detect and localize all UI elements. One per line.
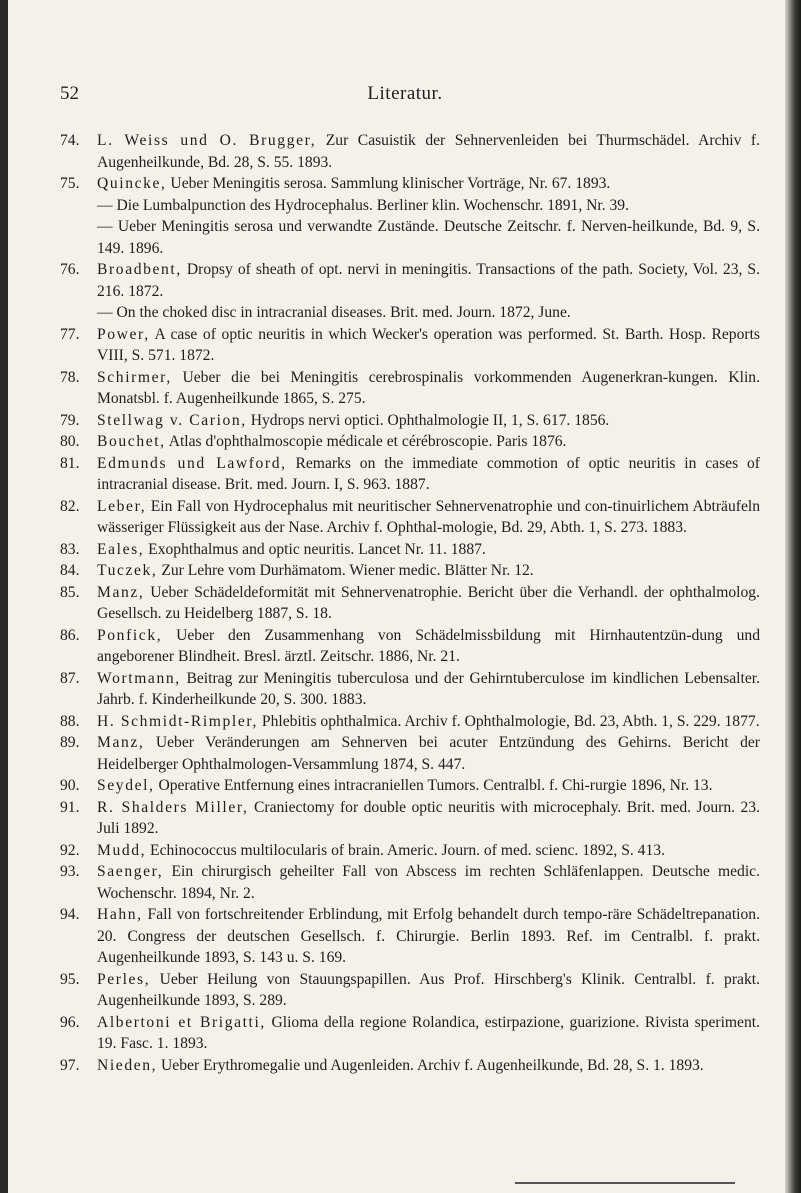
entry-author: Eales, <box>97 540 145 558</box>
entry-number: 82. <box>60 497 80 515</box>
entry-text: Exophthalmus and optic neuritis. Lancet Nr. 11. 1887. <box>144 540 486 558</box>
entry-author: Quincke, <box>97 175 167 192</box>
bibliography-entry <box>60 582 760 625</box>
scan-right-edge <box>785 0 801 1193</box>
entry-author: Bouchet, <box>97 433 166 450</box>
bibliography-entry <box>60 840 760 862</box>
entry-text: A case of optic neuritis in which Wecker's operation was performed. St. Barth. Hosp. Reports VIII, S. 571. 1872. <box>97 325 760 364</box>
entry-number: 78. <box>60 368 80 386</box>
entry-author: Albertoni et Brigatti, <box>97 1013 266 1031</box>
bibliography-entry <box>60 324 760 367</box>
entry-number: 92. <box>60 841 80 859</box>
entry-number: 76. <box>60 261 80 278</box>
entry-text: Hydrops nervi optici. Ophthalmologie II, 1, S. 617. 1856. <box>246 411 610 429</box>
bibliography-entry <box>60 367 760 410</box>
bibliography-entry <box>60 496 760 539</box>
entry-number: 74. <box>60 132 80 149</box>
entry-number: 95. <box>60 970 80 988</box>
bibliography-entry <box>60 453 760 496</box>
entry-text: Ueber die bei Meningitis cerebrospinalis vorkommenden Augenerkran-kungen. Klin. Monatsbl. f. Augenheilkunde 1865, S. 275. <box>97 368 760 407</box>
entry-text: Zur Lehre vom Durhämatom. Wiener medic. Blätter Nr. 12. <box>157 562 534 579</box>
entry-text: Phlebitis ophthalmica. Archiv f. Ophthalmologie, Bd. 23, Abth. 1, S. 229. 1877. <box>258 712 760 730</box>
entry-number: 83. <box>60 540 80 558</box>
entry-number: 86. <box>60 626 80 644</box>
entry-number: 75. <box>60 175 80 192</box>
entry-text: Echinococcus multilocularis of brain. Americ. Journ. of med. scienc. 1892, S. 413. <box>146 841 665 859</box>
entry-text: Ueber Schädeldeformität mit Sehnervenatrophie. Bericht über die Verhandl. der ophthalmolog. Gesellsch. zu Heidelberg 1887, S. 18. <box>97 583 760 622</box>
bibliography-entry <box>60 711 760 733</box>
entry-author: Tuczek, <box>97 562 158 579</box>
entry-number: 93. <box>60 863 80 880</box>
bibliography-entry <box>60 904 760 969</box>
entry-author: Stellwag v. Carion, <box>97 411 247 429</box>
entry-author: Nieden, <box>97 1056 158 1074</box>
entry-author: Wortmann, <box>97 669 181 687</box>
scan-left-edge <box>0 0 8 1193</box>
bibliography-entry <box>60 625 760 668</box>
entry-sub-reference: — On the choked disc in intracranial diseases. Brit. med. Journ. 1872, June. <box>97 304 571 321</box>
bibliography-entry <box>60 410 760 432</box>
entry-number: 80. <box>60 433 80 450</box>
entry-number: 87. <box>60 669 80 687</box>
entry-text: Ueber Veränderungen am Sehnerven bei acuter Entzündung des Gehirns. Bericht der Heidelberger Ophthalmologen-Versammlung 1874, S. 447. <box>97 734 760 773</box>
entry-author: Hahn, <box>97 906 143 923</box>
entry-number: 96. <box>60 1013 80 1031</box>
entry-author: Schirmer, <box>97 368 172 386</box>
entry-text: Ein Fall von Hydrocephalus mit neuritischer Sehnervenatrophie und con-tinuirlichem Abträufeln wässeriger Flüssigkeit aus der Nase. Archiv f. Ophthal-mologie, Bd. 29, Abth. 1, S. 273. 1883. <box>97 497 760 536</box>
entry-author: Seydel, <box>97 777 155 794</box>
entry-number: 88. <box>60 712 80 730</box>
running-title: Literatur. <box>367 83 443 104</box>
bibliography-entry <box>60 173 760 259</box>
entry-number: 90. <box>60 777 80 794</box>
entry-number: 85. <box>60 583 80 601</box>
entry-text: Fall von fortschreitender Erblindung, mit Erfolg behandelt durch tempo-räre Schädeltrepanation. 20. Congress der deutschen Gesellsch. f. Chirurgie. Berlin 1893. Ref. im Centralbl. f. prakt. Augenheilkunde 1893, S. 143 u. S. 169. <box>97 906 760 966</box>
entry-author: H. Schmidt-Rimpler, <box>97 712 259 730</box>
entry-text: Atlas d'ophthalmoscopie médicale et cérébroscopie. Paris 1876. <box>165 433 567 450</box>
entry-author: R. Shalders Miller, <box>97 798 249 816</box>
entry-author: Mudd, <box>97 841 147 859</box>
entry-text: Craniectomy for double optic neuritis with microcephaly. Brit. med. Journ. 23. Juli 1892. <box>97 798 760 837</box>
bibliography-entry <box>60 861 760 904</box>
entry-number: 97. <box>60 1056 80 1074</box>
entry-number: 79. <box>60 411 80 429</box>
page-header <box>60 83 750 109</box>
entry-author: Ponfick, <box>97 626 163 644</box>
bibliography-list <box>60 130 760 1076</box>
entry-text: Ueber Erythromegalie und Augenleiden. Archiv f. Augenheilkunde, Bd. 28, S. 1. 1893. <box>157 1056 704 1074</box>
entry-author: Leber, <box>97 497 147 515</box>
bibliography-entry <box>60 259 760 324</box>
bottom-rule <box>515 1182 735 1184</box>
entry-author: Manz, <box>97 583 145 601</box>
entry-number: 94. <box>60 906 80 923</box>
bibliography-entry <box>60 1012 760 1055</box>
entry-text: Operative Entfernung eines intracraniellen Tumors. Centralbl. f. Chi-rurgie 1896, Nr. 13. <box>154 777 713 794</box>
entry-text: Ein chirurgisch geheilter Fall von Abscess im rechten Schläfenlappen. Deutsche medic. Wochenschr. 1894, Nr. 2. <box>97 863 760 902</box>
bibliography-entry <box>60 797 760 840</box>
bibliography-entry <box>60 130 760 173</box>
bibliography-entry <box>60 1055 760 1077</box>
entry-text: Ueber Meningitis serosa. Sammlung klinischer Vorträge, Nr. 67. 1893. <box>166 175 611 192</box>
entry-author: Perles, <box>97 970 151 988</box>
entry-author: Broadbent, <box>97 261 182 278</box>
entry-sub-reference: — Die Lumbalpunction des Hydrocephalus. Berliner klin. Wochenschr. 1891, Nr. 39. <box>97 196 630 214</box>
entry-number: 84. <box>60 562 80 579</box>
entry-text: Zur Casuistik der Sehnervenleiden bei Thurmschädel. Archiv f. Augenheilkunde, Bd. 28, S. 55. 1893. <box>97 132 761 171</box>
bibliography-entry <box>60 431 760 453</box>
bibliography-entry <box>60 969 760 1012</box>
entry-number: 89. <box>60 734 80 751</box>
page-number: 52 <box>60 83 79 104</box>
bibliography-entry <box>60 732 760 775</box>
entry-text: Glioma della regione Rolandica, estirpazione, guarizione. Rivista speriment. 19. Fasc. 1. 1893. <box>97 1013 760 1052</box>
entry-text: Ueber Heilung von Stauungspapillen. Aus Prof. Hirschberg's Klinik. Centralbl. f. prakt. Augenheilkunde 1893, S. 289. <box>97 970 760 1009</box>
bibliography-entry <box>60 775 760 797</box>
bibliography-entry <box>60 668 760 711</box>
entry-author: Saenger, <box>97 863 164 880</box>
entry-text: Ueber den Zusammenhang von Schädelmissbildung mit Hirnhautentzün-dung und angeborener Blindheit. Bresl. ärztl. Zeitschr. 1886, Nr. 21. <box>97 626 760 665</box>
entry-text: Beitrag zur Meningitis tuberculosa und der Gehirntuberculose im kindlichen Lebensalter. Jahrb. f. Kinderheilkunde 20, S. 300. 1883. <box>97 669 760 708</box>
entry-author: Power, <box>97 325 150 343</box>
entry-text: Dropsy of sheath of opt. nervi in meningitis. Transactions of the path. Society, Vol. 23, S. 216. 1872. <box>97 261 760 300</box>
entry-author: Manz, <box>97 734 145 751</box>
bibliography-entry <box>60 560 760 582</box>
entry-text: Remarks on the immediate commotion of optic neuritis in cases of intracranial disease. Brit. med. Journ. I, S. 963. 1887. <box>97 454 760 493</box>
entry-number: 77. <box>60 325 80 343</box>
entry-sub-reference: — Ueber Meningitis serosa und verwandte Zustände. Deutsche Zeitschr. f. Nerven-heilkunde, Bd. 9, S. 149. 1896. <box>97 218 760 257</box>
entry-number: 91. <box>60 798 80 816</box>
entry-author: L. Weiss und O. Brugger, <box>97 132 317 149</box>
entry-author: Edmunds und Lawford, <box>97 454 287 472</box>
bibliography-entry <box>60 539 760 561</box>
entry-number: 81. <box>60 454 80 472</box>
